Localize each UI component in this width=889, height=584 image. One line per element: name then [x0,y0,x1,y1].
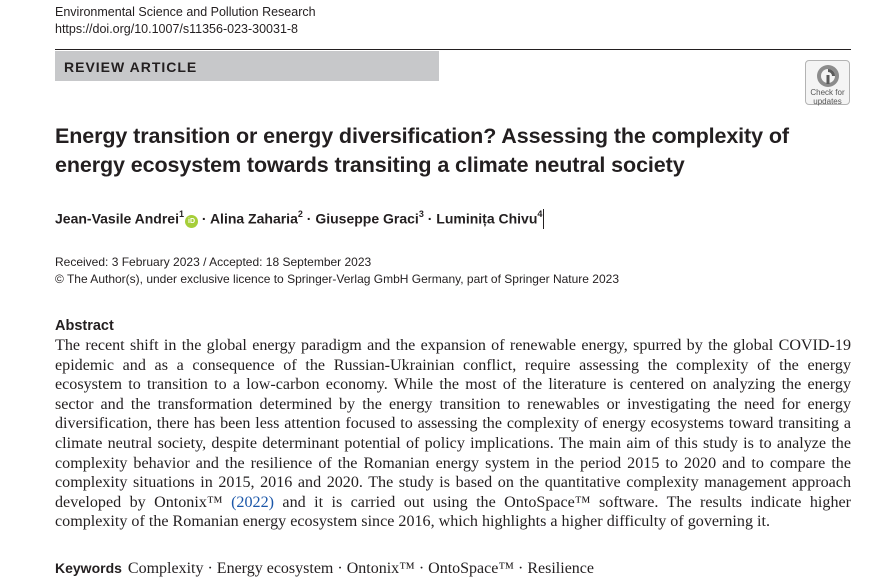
author-affiliation-1[interactable]: 1 [178,209,184,219]
abstract-text-part-1: The recent shift in the global energy paradigm and the expansion of renewable energy, spurred by the global COVID-19 epidemic and as a consequence of the Russian-Ukrainian conflict, require assessing the complexity of the energy ecosystem to transition to a low-carbon economy. While the most of the literature is centered on analyzing the energy sector and the transformation determined by the energy transition to renewables or investigating the need for energy diversification, there has been less attention focused to assessing the complexity of energy ecosystems toward transiting a climate neutral society, despite determinant potential of policy implications. The main aim of this study is to analyze the complexity behavior and the resilience of the Romanian energy system in the period 2015 to 2020 and to compare the complexity situations in 2015, 2016 and 2020. The study is based on the quantitative complexity management approach developed by Ontonix™ [55,337,851,511]
abstract-text-part-2: and it is carried out using the OntoSpace™ software. The results indicate higher complexity of the Romanian energy ecosystem since 2016, which highlights a higher difficulty of governing it. [55,493,851,531]
author-affiliation-4[interactable]: 4 [537,209,543,219]
received-accepted-dates: Received: 3 February 2023 / Accepted: 18 September 2023 [55,255,372,269]
keywords-list: Complexity · Energy ecosystem · Ontonix™ · OntoSpace™ · Resilience [127,560,594,577]
abstract-heading: Abstract [55,318,114,334]
keywords-label: Keywords [55,560,122,576]
author-name-4[interactable]: Luminița Chivu [436,210,538,227]
header-rule [55,49,851,50]
author-separator: · [427,210,433,227]
check-for-updates-label-2: updates [813,97,842,106]
check-for-updates-icon [816,64,840,88]
copyright-notice: © The Author(s), under exclusive licence to Springer-Verlag GmbH Germany, part of Springer Nature 2023 [55,272,619,286]
check-for-updates-button[interactable] [805,60,850,105]
author-name-2[interactable]: Alina Zaharia [209,210,298,227]
article-type-banner: REVIEW ARTICLE [55,51,439,81]
doi-link[interactable]: https://doi.org/10.1007/s11356-023-30031-8 [55,22,299,36]
keywords-section [55,557,594,580]
article-title: Energy transition or energy diversification? Assessing the complexity of energy ecosystem towards transiting a climate neutral society [55,124,789,177]
author-affiliation-3[interactable]: 3 [418,209,424,219]
orcid-icon[interactable]: iD [185,215,198,228]
journal-name: Environmental Science and Pollution Research [55,5,316,19]
citation-link[interactable]: (2022) [231,493,274,511]
abstract-body [55,336,851,532]
check-for-updates-label-1: Check for [810,88,845,97]
author-affiliation-2[interactable]: 2 [297,209,303,219]
author-list [55,205,544,229]
author-separator: · [201,210,207,227]
author-name-1[interactable]: Jean-Vasile Andrei [55,210,179,227]
text-cursor [543,209,544,229]
author-name-3[interactable]: Giuseppe Graci [315,210,419,227]
author-separator: · [306,210,312,227]
